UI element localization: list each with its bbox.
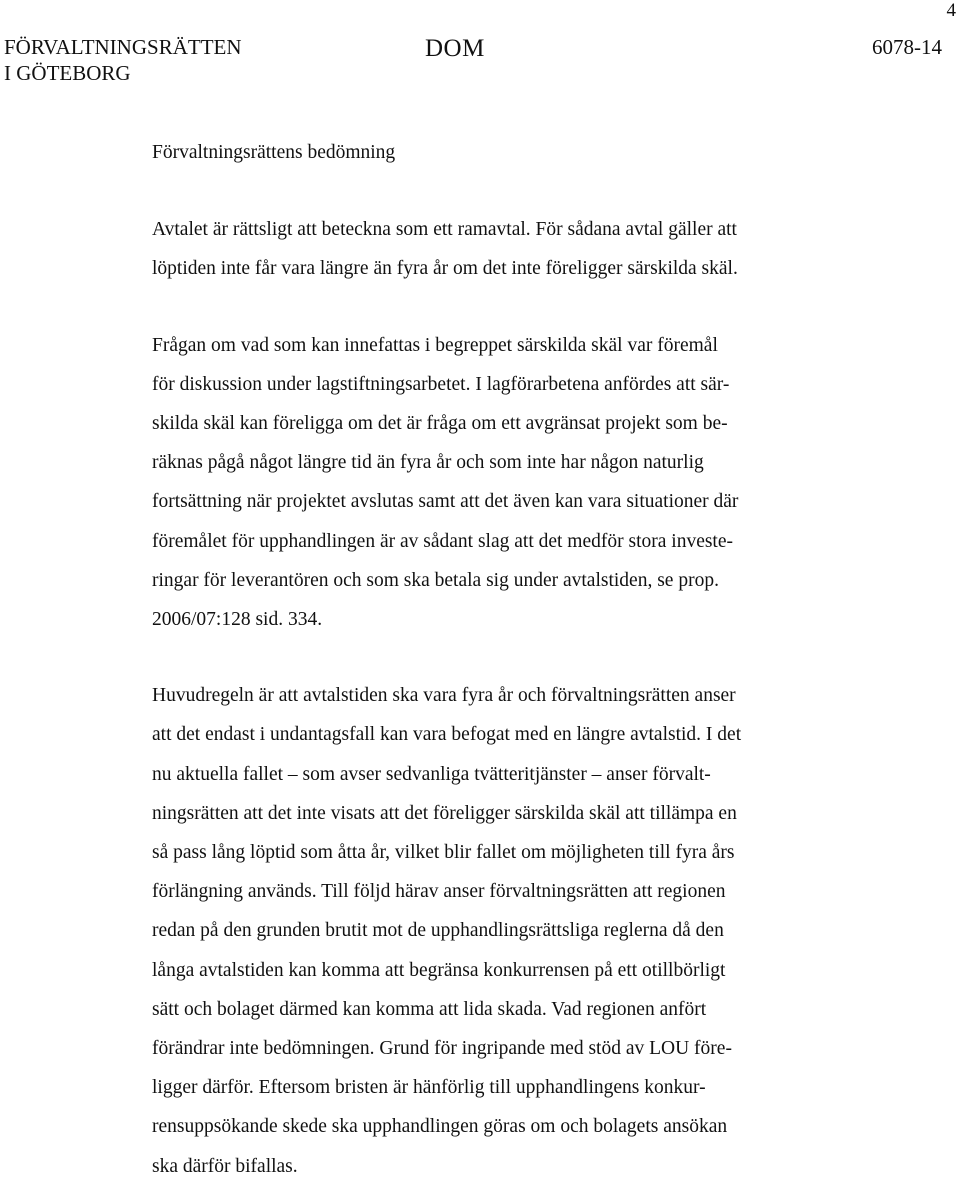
text-line: långa avtalstiden kan komma att begränsa konkurrensen på ett otillbörligt xyxy=(152,959,726,981)
text-line: Frågan om vad som kan innefattas i begreppet särskilda skäl var föremål xyxy=(152,334,718,356)
text-line: ningsrätten att det inte visats att det föreligger särskilda skäl att tillämpa en xyxy=(152,802,737,824)
document-type: DOM xyxy=(425,35,485,62)
page-number: 4 xyxy=(946,0,956,21)
text-line: Avtalet är rättsligt att beteckna som ett ramavtal. För sådana avtal gäller att xyxy=(152,219,737,241)
text-line: för diskussion under lagstiftningsarbetet. I lagförarbetena anfördes att sär- xyxy=(152,373,730,395)
text-line: ringar för leverantören och som ska betala sig under avtalstiden, se prop. xyxy=(152,569,719,591)
paragraph-3 xyxy=(152,676,852,1186)
text-line: räknas pågå något längre tid än fyra år och som inte har någon naturlig xyxy=(152,452,704,474)
text-line: löptiden inte får vara längre än fyra år om det inte föreligger särskilda skäl. xyxy=(152,258,738,280)
court-name-line-2: I GÖTEBORG xyxy=(4,61,131,85)
section-heading: Förvaltningsrättens bedömning xyxy=(152,142,396,163)
text-line: att det endast i undantagsfall kan vara befogat med en längre avtalstid. I det xyxy=(152,724,742,746)
text-line: ligger därför. Eftersom bristen är hänförlig till upphandlingens konkur- xyxy=(152,1077,706,1099)
paragraph-1 xyxy=(152,210,852,288)
text-line: redan på den grunden brutit mot de upphandlingsrättsliga reglerna då den xyxy=(152,920,724,942)
text-line: rensuppsökande skede ska upphandlingen göras om och bolagets ansökan xyxy=(152,1116,728,1138)
text-line: fortsättning när projektet avslutas samt att det även kan vara situationer där xyxy=(152,491,739,513)
text-line: 2006/07:128 sid. 334. xyxy=(152,609,323,631)
text-line: Huvudregeln är att avtalstiden ska vara fyra år och förvaltningsrätten anser xyxy=(152,685,736,707)
court-name-line-1: FÖRVALTNINGSRÄTTEN xyxy=(4,35,242,59)
text-line: nu aktuella fallet – som avser sedvanliga tvätteritjänster – anser förvalt- xyxy=(152,763,711,785)
text-line: förändrar inte bedömningen. Grund för ingripande med stöd av LOU före- xyxy=(152,1038,732,1060)
text-line: ska därför bifallas. xyxy=(152,1155,298,1177)
case-number: 6078-14 xyxy=(872,35,942,59)
document-body xyxy=(152,133,852,1186)
text-line: skilda skäl kan föreligga om det är fråga om ett avgränsat projekt som be- xyxy=(152,413,728,435)
document-header xyxy=(4,34,942,90)
text-line: sätt och bolaget därmed kan komma att lida skada. Vad regionen anfört xyxy=(152,998,707,1020)
text-line: så pass lång löptid som åtta år, vilket blir fallet om möjligheten till fyra års xyxy=(152,842,735,864)
text-line: föremålet för upphandlingen är av sådant slag att det medför stora investe- xyxy=(152,530,734,552)
paragraph-2 xyxy=(152,326,852,640)
text-line: förlängning används. Till följd härav anser förvaltningsrätten att regionen xyxy=(152,881,726,903)
court-name xyxy=(4,34,242,86)
